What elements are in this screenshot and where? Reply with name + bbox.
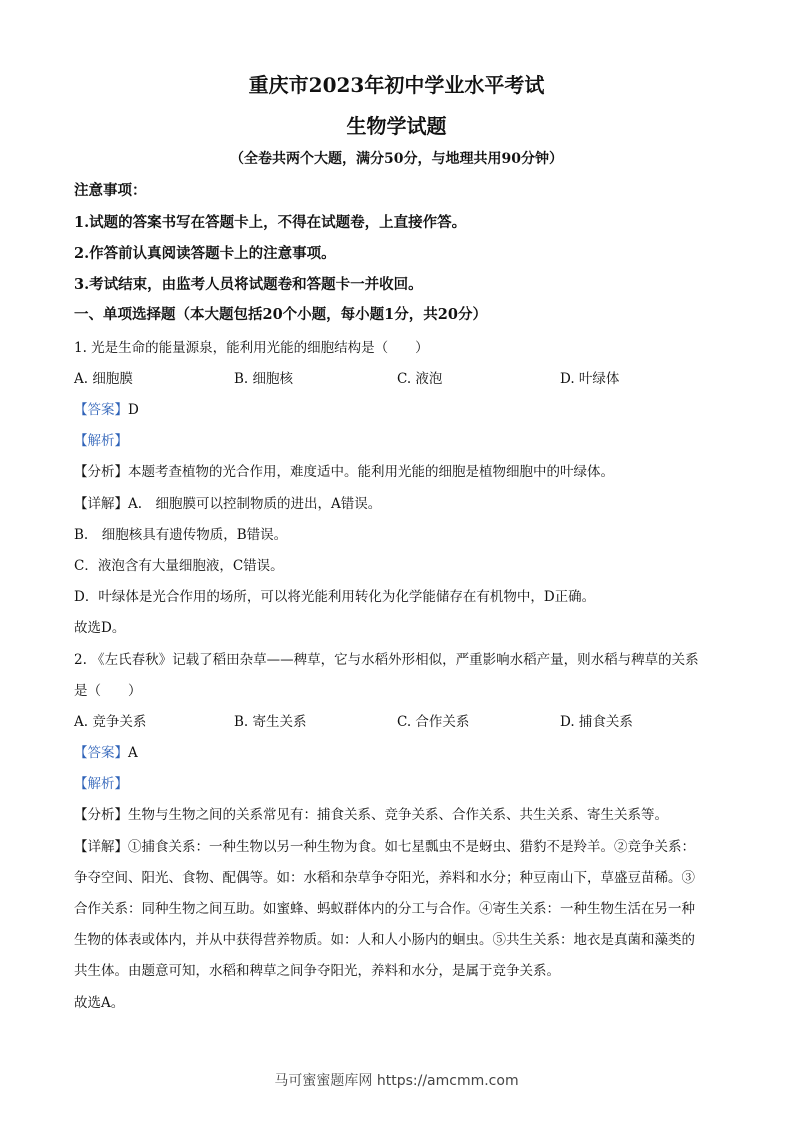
answer-tag: 【答案】 (74, 745, 128, 761)
q2-stem-line-2: 是（ ） (74, 683, 142, 699)
q2-detail-line: 合作关系：同种生物之间互助。如蜜蜂、蚂蚁群体内的分工与合作。④寄生关系：一种生物生活在另一种 (74, 901, 695, 917)
q2-option-b: B. 寄生关系 (234, 714, 307, 730)
q2-detail-line: 生物的体表或体内，并从中获得营养物质。如：人和人小肠内的蛔虫。⑤共生关系：地衣是真菌和藻类的 (74, 932, 695, 948)
analysis-tag: 【解析】 (74, 776, 128, 792)
footer-watermark: 马可蜜蜜题库网 https://amcmm.com (274, 1073, 519, 1089)
q1-fenxi (74, 463, 614, 481)
q1-answer-value: D (128, 402, 139, 418)
q2-analysis-heading (74, 775, 128, 793)
q1-stem: 1. 光是生命的能量源泉，能利用光能的细胞结构是（ ） (74, 340, 429, 356)
detail-tag: 【详解】 (74, 496, 128, 512)
answer-tag: 【答案】 (74, 402, 128, 418)
fenxi-tag: 【分析】 (74, 464, 128, 480)
q1-option-b: B. 细胞核 (234, 371, 294, 387)
analysis-tag: 【解析】 (74, 433, 128, 449)
q2-option-a: A. 竞争关系 (74, 714, 147, 730)
q2-answer (74, 744, 138, 762)
section-heading: 一、单项选择题（本大题包括20个小题，每小题1分，共20分） (74, 306, 487, 323)
notes-item-2: 2.作答前认真阅读答题卡上的注意事项。 (74, 245, 336, 262)
fenxi-tag: 【分析】 (74, 807, 128, 823)
exam-info: （全卷共两个大题，满分50分，与地理共用90分钟） (230, 151, 563, 167)
q1-detail-line: D．叶绿体是光合作用的场所，可以将光能利用转化为化学能储存在有机物中，D正确。 (74, 589, 596, 605)
q2-detail-line: ①捕食关系：一种生物以另一种生物为食。如七星瓢虫不是蚜虫、猎豹不是羚羊。②竞争关系： (128, 839, 695, 855)
q2-stem-line-1: 2. 《左氏春秋》记载了稻田杂草——稗草，它与水稻外形相似，严重影响水稻产量，则水稻与稗草的关系 (74, 652, 699, 668)
exam-title: 重庆市2023年初中学业水平考试 (248, 73, 545, 97)
notes-item-3: 3.考试结束，由监考人员将试题卷和答题卡一并收回。 (74, 276, 423, 293)
q2-option-c: C. 合作关系 (397, 714, 470, 730)
q1-detail-line: A. 细胞膜可以控制物质的进出，A错误。 (128, 496, 382, 512)
q1-answer (74, 401, 139, 419)
exam-subject: 生物学试题 (346, 114, 447, 138)
q2-detail-line: 争夺空间、阳光、食物、配偶等。如：水稻和杂草争夺阳光，养料和水分；种豆南山下，草盛豆苗稀。③ (74, 870, 695, 886)
q1-detail (74, 495, 381, 513)
q1-conclusion: 故选D。 (74, 620, 126, 636)
detail-tag: 【详解】 (74, 839, 128, 855)
q1-fenxi-text: 本题考查植物的光合作用，难度适中。能利用光能的细胞是植物细胞中的叶绿体。 (128, 464, 614, 480)
q2-fenxi-text: 生物与生物之间的关系常见有：捕食关系、竞争关系、合作关系、共生关系、寄生关系等。 (128, 807, 668, 823)
q2-conclusion: 故选A。 (74, 995, 125, 1011)
notes-heading: 注意事项： (74, 182, 147, 199)
q2-detail-line: 共生体。由题意可知，水稻和稗草之间争夺阳光，养料和水分，是属于竞争关系。 (74, 963, 560, 979)
q2-fenxi (74, 806, 668, 824)
q2-option-d: D. 捕食关系 (560, 714, 633, 730)
q1-detail-line: C．液泡含有大量细胞液，C错误。 (74, 558, 284, 574)
q1-detail-line: B. 细胞核具有遗传物质，B错误。 (74, 527, 288, 543)
notes-item-1: 1.试题的答案书写在答题卡上，不得在试题卷，上直接作答。 (74, 214, 467, 231)
q2-detail (74, 838, 695, 856)
q1-option-c: C. 液泡 (397, 371, 443, 387)
q1-option-d: D. 叶绿体 (560, 371, 620, 387)
q1-analysis-heading (74, 432, 128, 450)
q1-option-a: A. 细胞膜 (74, 371, 133, 387)
q2-answer-value: A (128, 745, 138, 761)
